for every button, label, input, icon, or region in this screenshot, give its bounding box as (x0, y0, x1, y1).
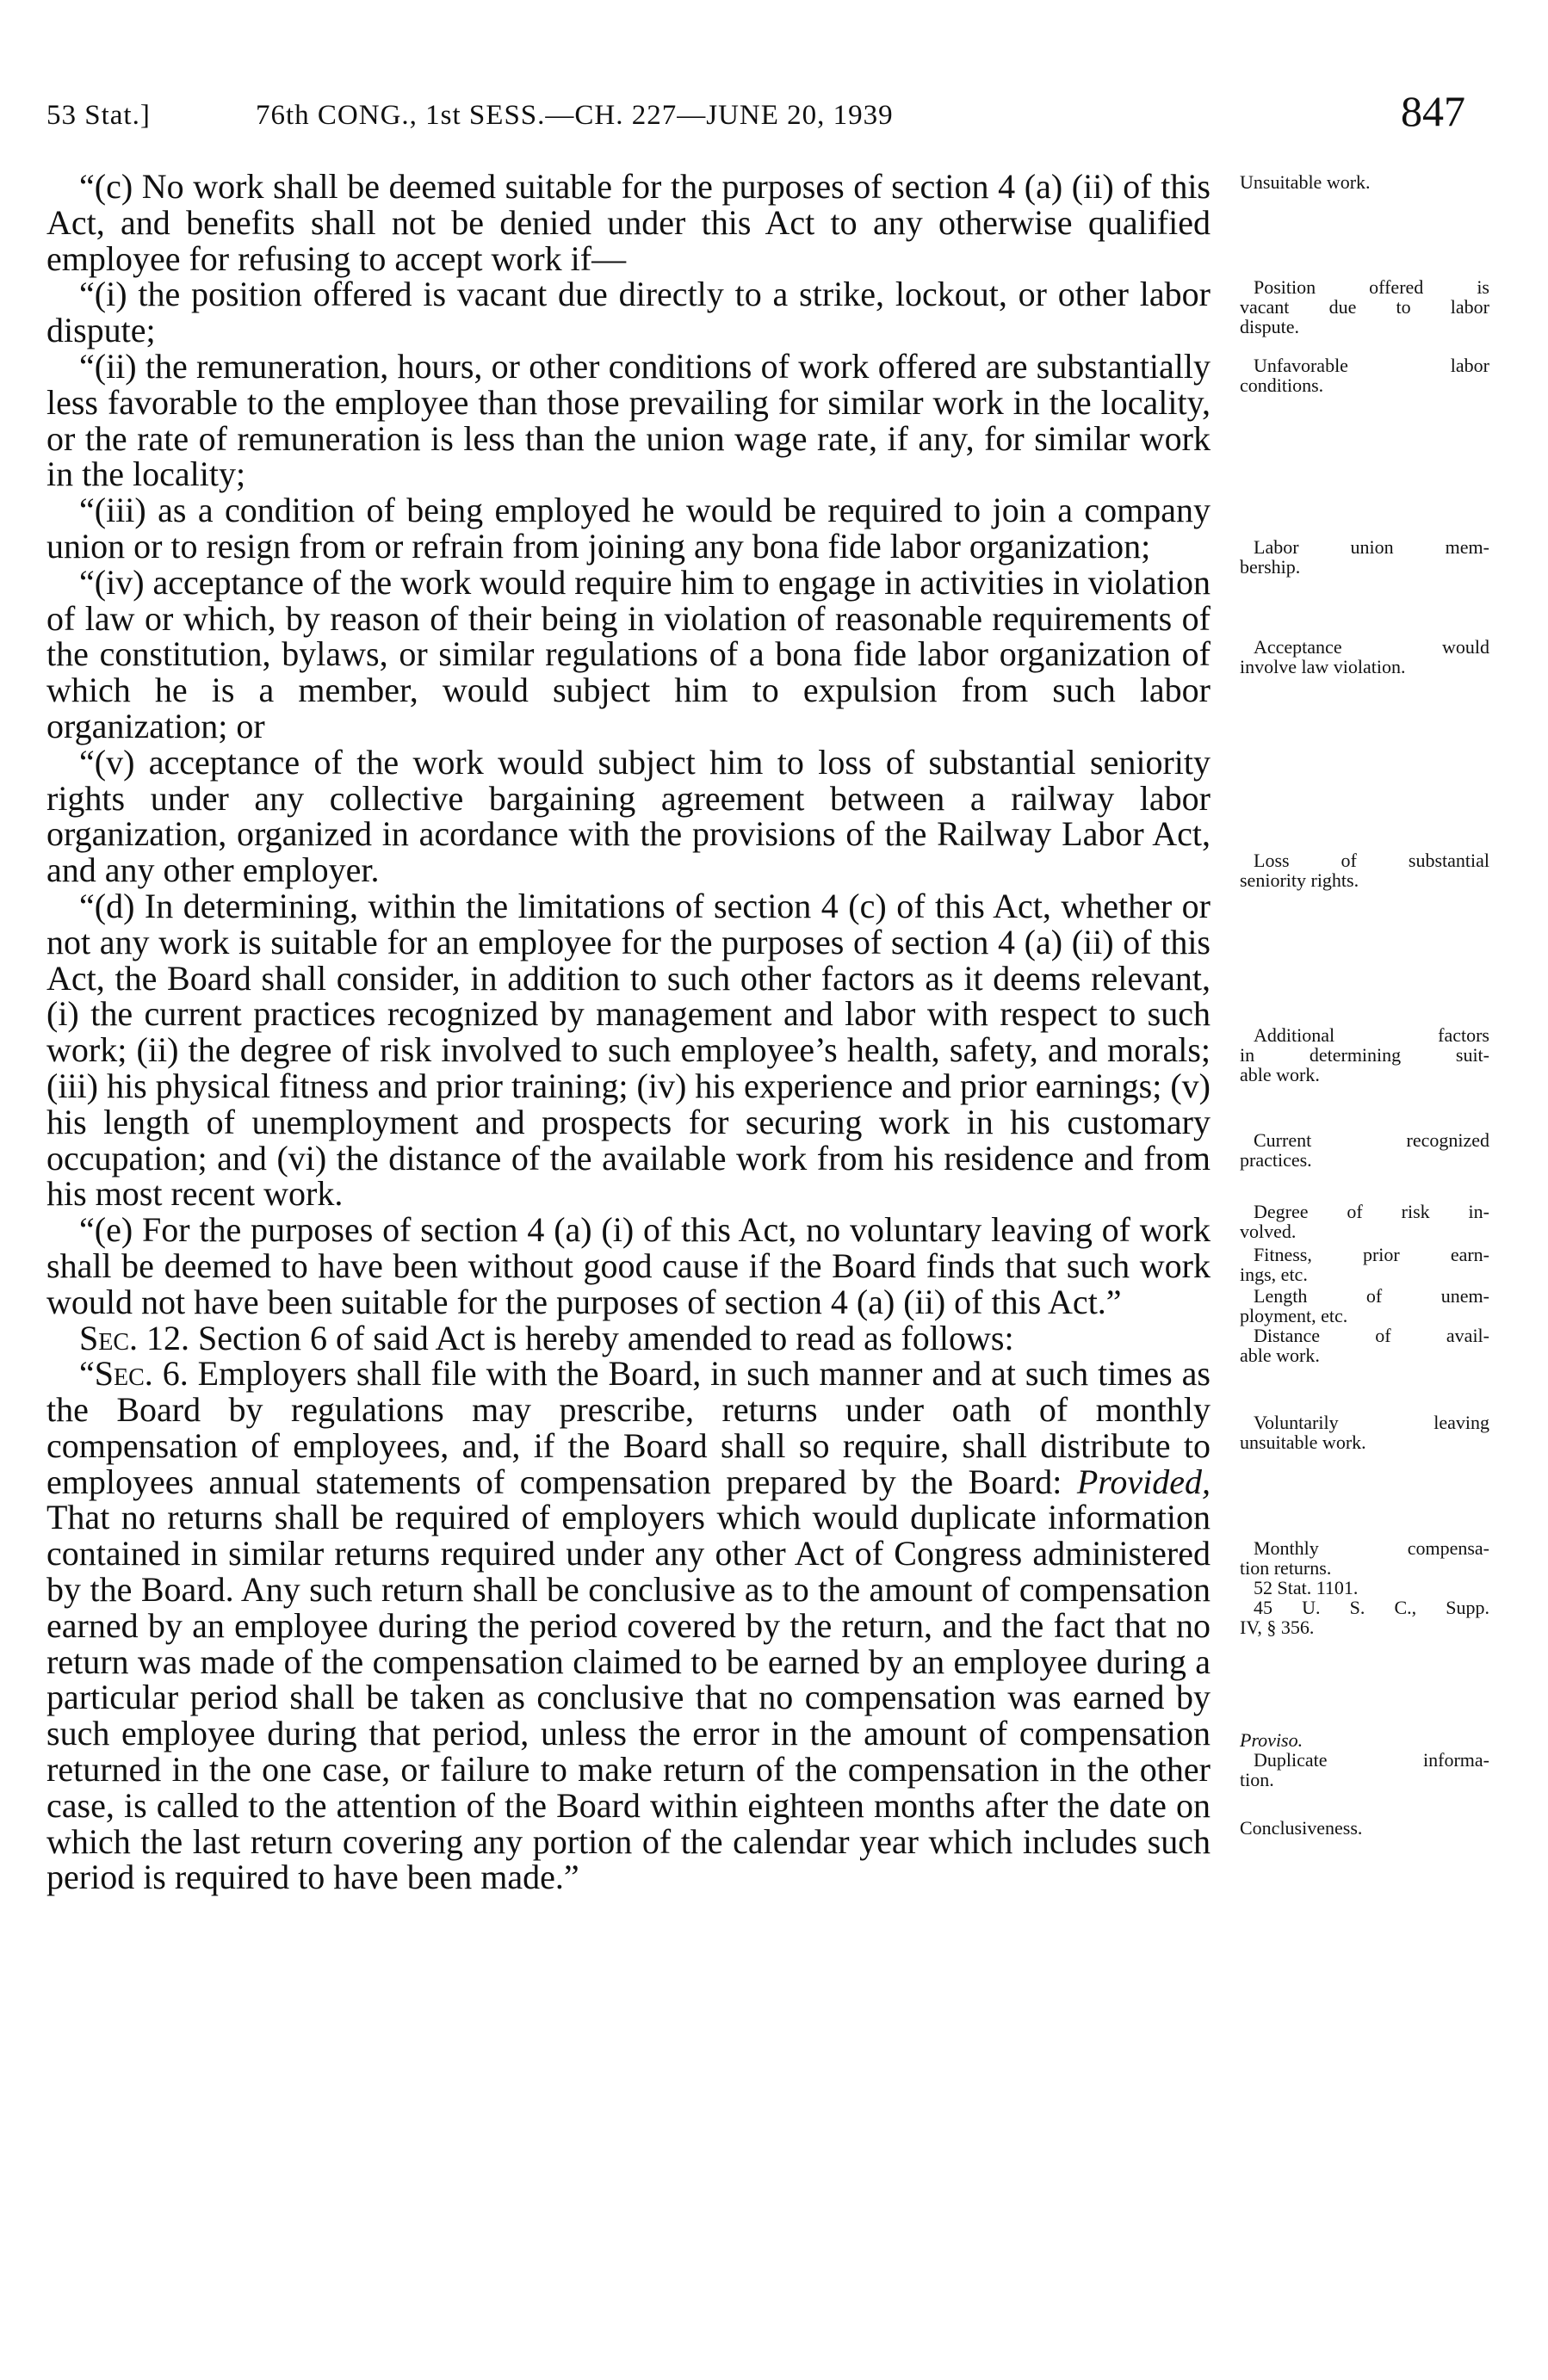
note-conclusiveness (1240, 1818, 1489, 1838)
note-additional-factors (1240, 1025, 1489, 1085)
note-line: 45 U. S. C., Supp. (1254, 1597, 1489, 1618)
sec-label: Sec. (94, 1354, 153, 1394)
note-current-practices (1240, 1130, 1489, 1170)
note-monthly-returns (1240, 1538, 1489, 1637)
note-line: tion. (1240, 1769, 1274, 1790)
note-voluntarily-leaving (1240, 1413, 1489, 1452)
note-line: Fitness, prior earn- (1254, 1244, 1489, 1265)
note-unsuitable-work (1240, 172, 1489, 192)
section-12 (46, 1320, 1211, 1357)
note-line: Current recognized (1254, 1129, 1489, 1151)
sec-label: Sec. (79, 1318, 139, 1357)
paragraph-c: “(c) No work shall be deemed suitable for the purposes of section 4 (a) (ii) of this Act, and benefits shall not be denied under this Act to any otherwise qualified employee for refusing to accept work if— (46, 167, 1211, 278)
note-unfavorable (1240, 355, 1489, 395)
note-line: conditions. (1240, 374, 1324, 396)
paragraph-d: “(d) In determining, within the limitations of section 4 (c) of this Act, whether or not any work is suitable for an employee for the purposes of section 4 (a) (ii) of this Act, the Board shall consider, in addition to such other factors as it deems relevant, (i) the current practices recognized by management and labor with respect to such work; (ii) the degree of risk involved to such employee’s health, safety, and morals; (iii) his physical fitness and prior training; (iv) his experience and prior earnings; (v) his length of unemployment and prospects for securing work in his customary occupation; and (vi) the distance of the available work from his residence and from his most recent work. (46, 886, 1211, 1214)
note-line: Degree of risk in- (1254, 1201, 1489, 1222)
note-degree-risk (1240, 1202, 1489, 1241)
note-proviso (1240, 1730, 1489, 1790)
note-line: Position offered is (1254, 276, 1489, 298)
note-line: Acceptance would (1254, 636, 1489, 658)
section-12-text: 12. Section 6 of said Act is hereby amended to read as follows: (138, 1318, 1014, 1357)
note-line: unsuitable work. (1240, 1431, 1366, 1453)
note-line: Labor union mem- (1254, 536, 1489, 558)
note-line: able work. (1240, 1064, 1320, 1085)
note-line: Unsuitable work. (1240, 171, 1371, 193)
note-fitness (1240, 1245, 1489, 1284)
note-line: Proviso. (1240, 1729, 1303, 1751)
note-line: ings, etc. (1240, 1264, 1308, 1285)
note-distance (1240, 1326, 1489, 1365)
note-line: in determining suit- (1240, 1044, 1489, 1066)
note-line: ployment, etc. (1240, 1305, 1348, 1326)
paragraph-c-v: “(v) acceptance of the work would subject him to loss of substantial seniority rights under any collective bargaining agreement between a railway labor organization, organized in acordance with the provisions of the Railway Labor Act, and any other employer. (46, 742, 1211, 890)
note-line: Conclusiveness. (1240, 1817, 1363, 1839)
paragraph-c-i: “(i) the position offered is vacant due directly to a strike, lockout, or other labor dispute; (46, 275, 1211, 350)
note-line: Voluntarily leaving (1254, 1412, 1489, 1433)
note-line: Distance of avail- (1254, 1325, 1489, 1346)
open-quote: “ (79, 1354, 95, 1394)
note-line: dispute. (1240, 316, 1300, 337)
note-line: bership. (1240, 556, 1301, 578)
statute-body (46, 169, 1211, 1895)
note-position-offered (1240, 277, 1489, 337)
paragraph-c-iii: “(iii) as a condition of being employed he would be required to join a company union or to resign from or refrain from joining any bona fide labor organization; (46, 491, 1211, 566)
note-line: Length of unem- (1254, 1285, 1489, 1307)
note-line: Duplicate informa- (1254, 1749, 1489, 1771)
note-line: Loss of substantial (1254, 850, 1489, 871)
note-line: practices. (1240, 1149, 1312, 1171)
volume-reference: 53 Stat.] (46, 100, 151, 131)
section-6-text-b: That no returns shall be required of employers which would duplicate information contained in similar returns required under any other Act of Congress administered by the Board. Any such return shall be conclusive as to the amount of compensation earned by an employee during the period covered by the return, and the fact that no return was made of the compensation claimed to be earned by an employee during a particular period shall be taken as conclusive that no compensation was earned by such employee during that period, unless the error in the amount of compensation returned in the one case, or failure to make return of the compensation in the other case, is called to the attention of the Board within eighteen months after the date on which the last return covering any portion of the calendar year which includes such period is required to have been made.” (46, 1498, 1211, 1897)
note-line: Additional factors (1254, 1024, 1489, 1046)
running-head: 76th CONG., 1st SESS.—CH. 227—JUNE 20, 1939 (256, 100, 894, 131)
section-6-text-a: 6. Employers shall file with the Board, in such manner and at such times as the Board by regulations may prescribe, returns under oath of monthly compensation of employees, and, if the Board shall so require, shall distribute to employees annual statements of compensation prepared by the Board: (46, 1354, 1211, 1501)
note-labor-union (1240, 537, 1489, 577)
note-length-unemployment (1240, 1286, 1489, 1326)
provided-word: Provided, (1076, 1462, 1211, 1501)
note-line: IV, § 356. (1240, 1617, 1315, 1638)
note-line: Monthly compensa- (1254, 1537, 1489, 1559)
paragraph-c-ii: “(ii) the remuneration, hours, or other conditions of work offered are substantially less favorable to the employee than those prevailing for similar work in the locality, or the rate of remuneration is less than the union wage rate, if any, for similar work in the locality; (46, 346, 1211, 494)
note-line: Unfavorable labor (1254, 355, 1489, 376)
note-line: able work. (1240, 1345, 1320, 1366)
note-line: tion returns. (1240, 1557, 1332, 1579)
section-6 (46, 1356, 1211, 1895)
note-line: 52 Stat. 1101. (1254, 1577, 1359, 1598)
note-line: volved. (1240, 1221, 1297, 1242)
note-line: vacant due to labor (1240, 296, 1489, 318)
note-line: involve law violation. (1240, 656, 1406, 677)
page-number: 847 (1401, 87, 1465, 135)
note-line: seniority rights. (1240, 869, 1359, 891)
paragraph-e: “(e) For the purposes of section 4 (a) (i) of this Act, no voluntary leaving of work shall be deemed to have been without good cause if the Board finds that such work would not have been suitable for the purposes of section 4 (a) (ii) of this Act.” (46, 1210, 1211, 1321)
note-acceptance (1240, 637, 1489, 677)
note-loss-seniority (1240, 850, 1489, 890)
paragraph-c-iv: “(iv) acceptance of the work would require him to engage in activities in violation of law or which, by reason of their being in violation of reasonable requirements of the constitution, bylaws, or similar regulations of a bona fide labor organization of which he is a member, would subject him to expulsion from such labor organization; or (46, 562, 1211, 745)
